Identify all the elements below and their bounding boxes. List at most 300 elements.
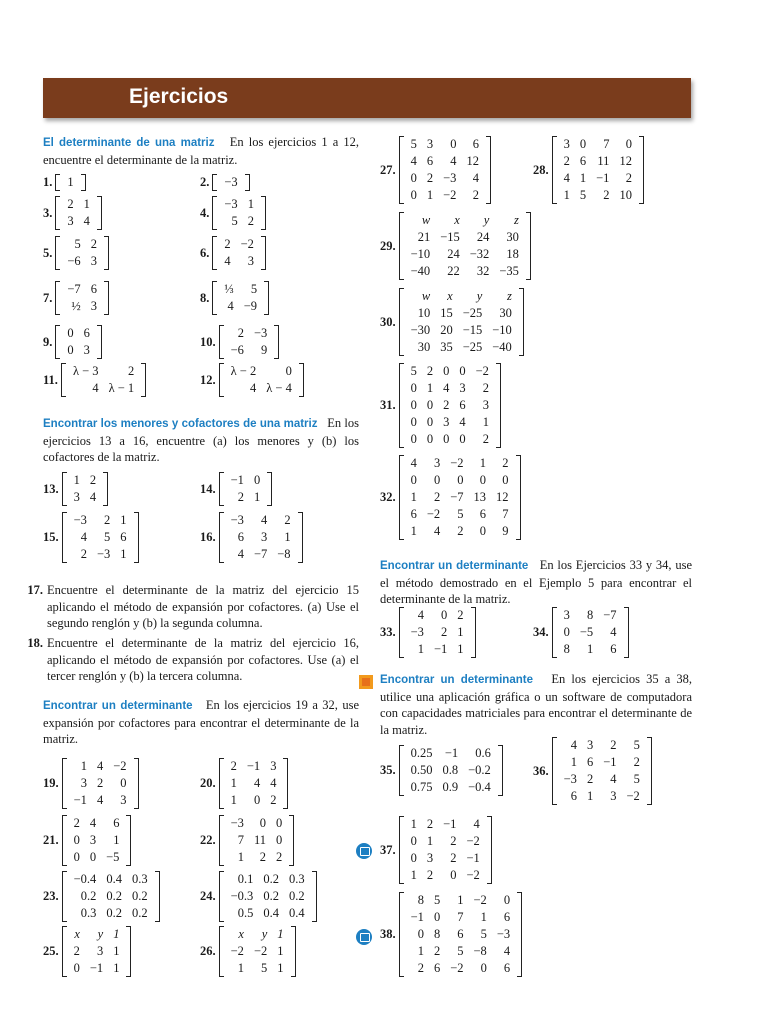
matrix-row (406, 624, 469, 641)
matrix-row (226, 832, 288, 849)
matrix-row (406, 339, 517, 356)
matrix-cell: −1 (444, 746, 459, 760)
matrix-cell: 2 (563, 154, 570, 168)
matrix (399, 288, 524, 356)
matrix-cell: 5 (633, 738, 640, 752)
section-text: En los ejercicios 35 a 38, utilice una aplicación gráfica o un software de computadora con capacidades matriciales para encontrar el determinante de la matriz. (380, 672, 692, 737)
matrix-cell: −3 (230, 513, 244, 527)
matrix-cell: 1 (230, 793, 237, 807)
matrix-cell: 0.2 (106, 906, 122, 920)
matrix-row (219, 281, 262, 298)
section-heading: Encontrar los menores y cofactores de una matriz (43, 418, 318, 430)
matrix (399, 745, 503, 796)
matrix-cell: 8 (586, 608, 594, 622)
matrix-cell: 4 (410, 154, 417, 168)
exercise-number: 29. (380, 238, 396, 253)
matrix-row (219, 213, 259, 230)
exercise-number: 20. (200, 776, 216, 790)
matrix-cell: 6 (503, 910, 511, 924)
matrix-cell: 4 (92, 381, 99, 395)
matrix-cell: 21 (417, 230, 431, 244)
matrix-row (406, 745, 496, 762)
matrix-cell: 1 (410, 817, 417, 831)
matrix-cell: 2 (230, 759, 237, 773)
matrix-cell: 1 (120, 547, 127, 561)
exercise-7 (43, 281, 109, 315)
matrix-row (69, 775, 132, 792)
matrix-cell: −0.4 (468, 780, 491, 794)
matrix-row (226, 325, 273, 342)
matrix-cell: 0.9 (442, 780, 459, 794)
technology-icon (359, 675, 373, 689)
matrix-row (559, 187, 637, 204)
exercise-number: 13. (43, 481, 59, 496)
matrix-cell: 2 (247, 214, 254, 228)
exercise-5 (43, 236, 109, 270)
matrix-cell: 3 (120, 793, 127, 807)
exercise-number: 23. (43, 889, 59, 903)
matrix-cell: 3 (247, 254, 254, 268)
section-paragraph (380, 557, 692, 608)
matrix-row (226, 888, 310, 905)
matrix-cell: −2 (113, 759, 127, 773)
matrix-row (226, 512, 296, 529)
exercise-13 (43, 472, 108, 506)
matrix-cell: −1 (246, 759, 261, 773)
matrix-cell: 2 (127, 364, 135, 378)
matrix-row (559, 737, 645, 754)
matrix-row (406, 246, 524, 263)
matrix-cell: 3 (96, 944, 104, 958)
section-paragraph (43, 134, 359, 168)
exercise-3 (43, 196, 102, 230)
matrix-cell: 0 (410, 473, 417, 487)
exercise-number: 2. (200, 175, 210, 189)
matrix-row (69, 489, 102, 506)
matrix-cell: 0 (275, 833, 283, 847)
exercise-22 (200, 815, 294, 866)
matrix-cell: 1 (480, 910, 487, 924)
matrix-cell: 0.50 (410, 763, 433, 777)
matrix-cell: 7 (237, 833, 244, 847)
matrix-cell: 6 (433, 961, 441, 975)
matrix-cell: 4 (459, 415, 466, 429)
matrix-cell: 2 (433, 944, 441, 958)
matrix-row (559, 771, 645, 788)
matrix-cell: 3 (90, 299, 97, 313)
matrix-cell: ½ (71, 299, 81, 313)
matrix-cell: 3 (563, 137, 570, 151)
exercise-32 (380, 455, 521, 540)
matrix (219, 512, 303, 563)
exercise-number: 7. (43, 290, 53, 305)
matrix-cell: 1 (579, 171, 587, 185)
exercise-16 (200, 512, 303, 563)
matrix-cell: 1 (417, 642, 424, 656)
matrix-cell: 5 (74, 237, 81, 251)
section-header (43, 78, 691, 118)
matrix (219, 363, 304, 397)
matrix-cell: 4 (503, 944, 511, 958)
matrix-cell: 0 (67, 326, 74, 340)
matrix-cell: 0 (120, 776, 127, 790)
matrix (219, 871, 317, 922)
matrix-row (406, 641, 469, 658)
matrix (62, 815, 132, 866)
exercise-19 (43, 758, 139, 809)
exercise-number: 38. (380, 927, 396, 941)
matrix-cell: y (97, 927, 104, 941)
matrix-cell: 4 (610, 772, 617, 786)
exercise-number: 11. (43, 372, 58, 387)
matrix-row (406, 136, 484, 153)
matrix-row (219, 298, 262, 315)
matrix-row (226, 943, 289, 960)
matrix-cell: 0 (410, 171, 417, 185)
matrix-row (406, 322, 517, 339)
matrix-cell: 2 (270, 793, 277, 807)
exercise-number: 25. (43, 944, 59, 958)
matrix-cell: 2 (104, 513, 111, 527)
matrix-cell: 4 (270, 776, 277, 790)
matrix-cell: −10 (410, 247, 431, 261)
matrix-cell: 1 (426, 834, 434, 848)
matrix-cell: 7 (603, 137, 610, 151)
exercise-25 (43, 926, 131, 977)
matrix-cell: 0 (410, 834, 417, 848)
matrix-cell: −25 (462, 306, 483, 320)
matrix-cell: −1 (443, 817, 457, 831)
section-heading: Encontrar un determinante (380, 674, 533, 686)
section-metodo (380, 557, 692, 608)
matrix-cell: −2 (450, 961, 464, 975)
matrix-row (69, 792, 132, 809)
exercise-20 (200, 758, 288, 809)
section-paragraph (43, 697, 359, 748)
matrix-cell: 2 (284, 513, 291, 527)
matrix-row (69, 849, 125, 866)
matrix (212, 236, 266, 270)
matrix-cell: 0 (625, 137, 632, 151)
matrix-cell: 1 (410, 868, 417, 882)
exercise-26 (200, 926, 296, 977)
exercise-number: 26. (200, 944, 216, 958)
matrix-row (406, 380, 494, 397)
exercise-28 (533, 136, 644, 204)
exercise-36 (533, 737, 652, 805)
matrix-cell: 0 (450, 137, 457, 151)
matrix-cell: 0.4 (263, 906, 279, 920)
matrix (212, 196, 266, 230)
matrix-cell: 12 (466, 154, 479, 168)
matrix-row (559, 170, 637, 187)
matrix-cell: z (514, 213, 519, 227)
exercise-number: 6. (200, 245, 210, 260)
matrix-row (406, 850, 485, 867)
matrix-cell: 2 (603, 188, 610, 202)
matrix-cell: 2 (443, 398, 450, 412)
matrix-cell: −2 (475, 364, 489, 378)
matrix-cell: 0.2 (131, 889, 148, 903)
matrix-cell: 0 (459, 432, 466, 446)
matrix-cell: 11 (253, 833, 266, 847)
software-icon (356, 929, 372, 945)
matrix-cell: 0 (67, 343, 74, 357)
matrix-cell: −2 (230, 944, 244, 958)
matrix-cell: −2 (443, 188, 457, 202)
matrix-cell: 2 (90, 237, 97, 251)
matrix-cell: 3 (610, 789, 617, 803)
matrix-cell: −8 (473, 944, 487, 958)
exercise-number: 12. (200, 372, 216, 387)
matrix-cell: −5 (106, 850, 120, 864)
matrix-cell: x (238, 927, 244, 941)
matrix-cell: 0.2 (106, 889, 122, 903)
matrix-cell: −1 (466, 851, 480, 865)
matrix-cell: −0.4 (73, 872, 97, 886)
matrix-cell: 3 (90, 254, 97, 268)
matrix-cell: −3 (230, 816, 244, 830)
matrix-cell: −7 (67, 282, 81, 296)
exercise-number: 33. (380, 625, 396, 639)
matrix-cell: 7 (502, 507, 509, 521)
section-heading: Encontrar un determinante (380, 560, 529, 572)
matrix (55, 325, 102, 359)
matrix-cell: 24 (476, 230, 490, 244)
matrix (219, 472, 273, 506)
matrix-cell: 4 (83, 214, 90, 228)
matrix-cell: −10 (492, 323, 512, 337)
matrix-cell: 0 (459, 364, 466, 378)
matrix-cell: 0 (450, 868, 457, 882)
matrix-row (406, 833, 485, 850)
matrix-row (226, 926, 289, 943)
matrix-cell: 3 (426, 137, 434, 151)
matrix-row (559, 136, 637, 153)
matrix-cell: 5 (480, 927, 487, 941)
matrix-cell: 5 (457, 944, 464, 958)
matrix-cell: 1 (113, 944, 120, 958)
matrix-cell: −32 (469, 247, 490, 261)
exercise-21 (43, 815, 131, 866)
matrix-cell: 1 (67, 175, 74, 189)
matrix-cell: 2 (457, 608, 464, 622)
exercise-number: 37. (380, 842, 396, 857)
matrix-cell: 0.2 (263, 889, 279, 903)
matrix-cell: 4 (443, 381, 450, 395)
matrix-row (62, 196, 95, 213)
matrix-cell: 3 (80, 776, 87, 790)
matrix-cell: 4 (570, 738, 577, 752)
matrix-cell: 8 (417, 893, 424, 907)
matrix-cell: 6 (570, 789, 577, 803)
matrix-cell: −15 (462, 323, 483, 337)
matrix-row (62, 281, 102, 298)
matrix (399, 607, 476, 658)
matrix-row (559, 641, 622, 658)
matrix-row (406, 960, 516, 977)
matrix-cell: 22 (447, 264, 460, 278)
matrix-cell: y (476, 289, 483, 303)
matrix-cell: 0 (253, 473, 261, 487)
matrix-cell: 0 (479, 473, 486, 487)
matrix-cell: 4 (472, 171, 479, 185)
matrix-row (406, 455, 514, 472)
matrix-row (219, 236, 259, 253)
matrix-cell: −15 (440, 230, 460, 244)
matrix-cell: −1 (410, 910, 424, 924)
matrix-cell: 6 (503, 961, 511, 975)
matrix-row (62, 253, 102, 270)
matrix-cell: 1 (113, 961, 120, 975)
matrix-cell: −2 (473, 893, 487, 907)
exercise-34 (533, 607, 629, 658)
section-cofactores (43, 697, 359, 748)
matrix-cell: 4 (473, 817, 480, 831)
exercise-38 (380, 892, 522, 977)
matrix (552, 607, 629, 658)
matrix-row (406, 909, 516, 926)
matrix (62, 472, 109, 506)
matrix-cell: 30 (417, 340, 431, 354)
matrix (62, 926, 132, 977)
matrix-cell: −2 (253, 944, 268, 958)
matrix-cell: 4 (261, 513, 268, 527)
matrix-cell: 4 (227, 299, 234, 313)
matrix-row (406, 779, 496, 796)
matrix-cell: 2 (502, 456, 509, 470)
matrix-cell: 6 (113, 816, 120, 830)
matrix-cell: 1 (277, 944, 284, 958)
matrix-row (69, 529, 132, 546)
matrix-cell: 0 (253, 793, 261, 807)
matrix-cell: 0 (259, 816, 266, 830)
matrix-row (406, 926, 516, 943)
exercise-35 (380, 745, 503, 796)
matrix-row (62, 342, 95, 359)
matrix-row (406, 263, 524, 280)
matrix-cell: 0 (503, 893, 511, 907)
matrix-cell: 3 (586, 738, 594, 752)
matrix (61, 363, 146, 397)
matrix-cell: 0 (433, 910, 441, 924)
matrix-cell: −1 (433, 642, 448, 656)
matrix-row (219, 253, 259, 270)
matrix-row (62, 298, 102, 315)
matrix-cell: w (421, 289, 431, 303)
matrix-cell: 5 (410, 364, 417, 378)
matrix-cell: 4 (410, 456, 417, 470)
matrix-cell: −2 (426, 507, 441, 521)
matrix-row (69, 815, 125, 832)
matrix-cell: 2 (417, 961, 424, 975)
matrix-row (406, 212, 524, 229)
matrix-row (406, 892, 516, 909)
matrix-cell: −35 (499, 264, 519, 278)
matrix (399, 136, 491, 204)
matrix-cell: 0.4 (288, 906, 305, 920)
matrix (212, 281, 269, 315)
exercise-number: 18. (27, 636, 43, 650)
exercise-33 (380, 607, 476, 658)
section-text: En los ejercicios 1 a 12, encuentre el determinante de la matriz. (43, 135, 359, 167)
matrix-cell: 20 (440, 323, 453, 337)
matrix-row (226, 529, 296, 546)
matrix-cell: 2 (426, 364, 434, 378)
exercise-9 (43, 325, 102, 359)
matrix-cell: 1 (113, 927, 120, 941)
matrix-cell: 2 (80, 547, 87, 561)
matrix-cell: 24 (447, 247, 460, 261)
matrix-cell: 0.6 (475, 746, 491, 760)
matrix-cell: 5 (261, 961, 268, 975)
matrix-cell: 13 (473, 490, 486, 504)
exercise-number: 5. (43, 245, 53, 260)
section-heading: Encontrar un determinante (43, 700, 193, 712)
matrix-row (62, 213, 95, 230)
matrix-cell: λ − 1 (108, 381, 135, 395)
matrix-row (226, 380, 297, 397)
matrix-row (406, 943, 516, 960)
matrix-row (406, 506, 514, 523)
matrix (62, 758, 139, 809)
matrix-row (406, 187, 484, 204)
exercise-6 (200, 236, 266, 270)
exercise-8 (200, 281, 269, 315)
exercise-37 (380, 816, 492, 884)
matrix-row (69, 758, 132, 775)
matrix-cell: 3 (563, 608, 570, 622)
matrix-cell: 1 (410, 490, 417, 504)
exercise-text: Encuentre el determinante de la matriz del ejercicio 15 aplicando el método de expansión por cofactores. (a) Use el segundo renglón y (b) la segunda columna. (47, 583, 359, 630)
exercise-number: 24. (200, 889, 216, 903)
exercise-11 (43, 363, 146, 397)
section-heading: El determinante de una matriz (43, 137, 215, 149)
matrix-row (69, 888, 153, 905)
software-icon (356, 843, 372, 859)
matrix-cell: 5 (410, 137, 417, 151)
matrix-cell: 10 (619, 188, 632, 202)
matrix-cell: 3 (73, 490, 80, 504)
exercise-27 (380, 136, 491, 204)
matrix-cell: 6 (479, 507, 486, 521)
matrix-cell: 7 (457, 910, 464, 924)
matrix-cell: λ − 4 (266, 381, 292, 395)
matrix-cell: 6 (120, 530, 127, 544)
matrix-cell: 2 (73, 944, 80, 958)
matrix-cell: −7 (450, 490, 464, 504)
matrix-cell: 0.2 (131, 906, 148, 920)
matrix-cell: 1 (586, 642, 594, 656)
matrix-cell: 0 (443, 364, 450, 378)
matrix-cell: 6 (90, 282, 97, 296)
matrix-cell: 1 (426, 381, 434, 395)
matrix-cell: 2 (73, 816, 80, 830)
matrix-cell: −3 (96, 547, 111, 561)
matrix-cell: 0 (426, 415, 434, 429)
exercise-2 (200, 174, 250, 191)
matrix-row (226, 905, 310, 922)
matrix (219, 926, 296, 977)
matrix-row (226, 546, 296, 563)
matrix-cell: 0 (73, 850, 80, 864)
matrix-cell: −6 (230, 343, 244, 357)
matrix-cell: 0.3 (131, 872, 148, 886)
exercise-10 (200, 325, 279, 359)
matrix (55, 236, 109, 270)
matrix-cell: λ − 2 (230, 364, 257, 378)
matrix-cell: 1 (457, 625, 464, 639)
